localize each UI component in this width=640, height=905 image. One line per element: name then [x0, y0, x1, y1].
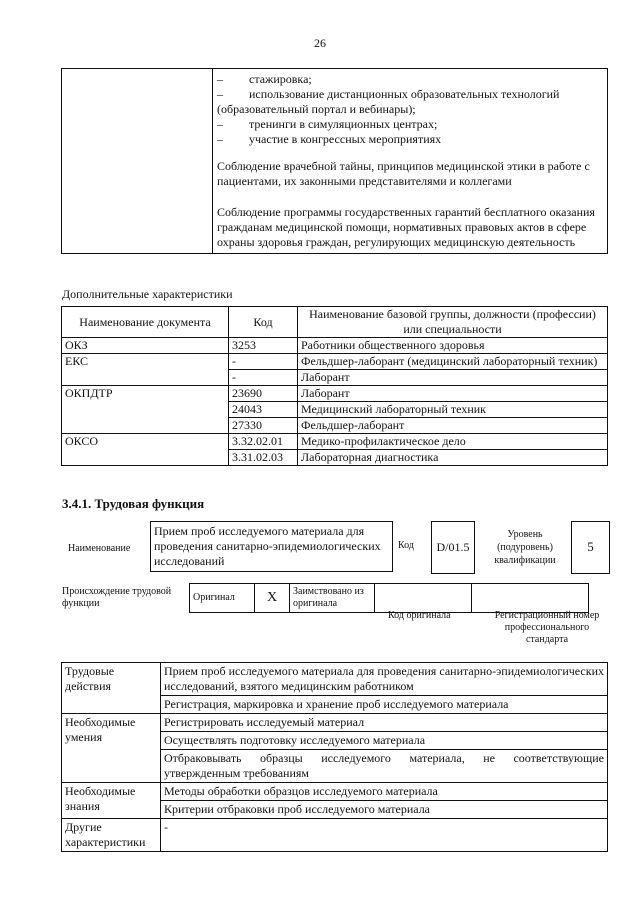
- name-cell: Лаборант: [298, 386, 608, 402]
- table-row: [62, 338, 608, 354]
- knowledge-cell: Методы обработки образцов исследуемого материала: [161, 783, 608, 801]
- list-item-continuation: (образовательный портал и вебинары);: [217, 102, 416, 116]
- page-number: 26: [314, 36, 326, 50]
- section-title: Дополнительные характеристики: [62, 287, 233, 301]
- name-cell: Фельдшер-лаборант (медицинский лабораторный техник): [298, 354, 608, 370]
- name-cell: Медицинский лабораторный техник: [298, 402, 608, 418]
- list-item-text: тренинги в симуляционных центрах;: [249, 117, 438, 131]
- continuation-table: [61, 68, 608, 254]
- actions-label: Трудовые действия: [62, 663, 161, 714]
- list-item: [217, 132, 603, 147]
- dash-mark: –: [217, 132, 223, 146]
- paragraph: Соблюдение программы государственных гарантий бесплатного оказания гражданам медицинской помощи, нормативных правовых актов в сфере охраны здоровья граждан, регулирующих медицинскую деятельность: [217, 205, 595, 249]
- action-cell: Прием проб исследуемого материала для проведения санитарно-эпидемиологических исследований, взятого медицинским работником: [161, 663, 608, 696]
- list-item: [217, 72, 603, 87]
- original-mark: X: [255, 584, 290, 613]
- other-label: Другие характеристики: [62, 819, 161, 852]
- list-item-text: использование дистанционных образовательных технологий: [249, 87, 560, 101]
- paragraph: Соблюдение врачебной тайны, принципов медицинской этики в работе с пациентами, их законными представителями и коллегами: [217, 159, 590, 188]
- code-cell: -: [229, 370, 298, 386]
- reg-number-cell: [472, 584, 589, 613]
- code-cell: 3.32.02.01: [229, 434, 298, 450]
- borrowed-label: Заимствовано из оригинала: [290, 584, 375, 613]
- table-row: [62, 386, 608, 402]
- code-cell: 27330: [229, 418, 298, 434]
- code-cell: -: [229, 354, 298, 370]
- knowledge-cell: Критерии отбраковки проб исследуемого материала: [161, 801, 608, 819]
- name-cell: Лаборант: [298, 370, 608, 386]
- action-cell: Регистрация, маркировка и хранение проб исследуемого материала: [161, 696, 608, 714]
- code-label: Код: [398, 540, 414, 551]
- doc-cell: ОКСО: [62, 434, 229, 466]
- function-code-box: D/01.5: [431, 521, 475, 574]
- code-cell: 24043: [229, 402, 298, 418]
- header-cell: Код: [229, 307, 298, 338]
- name-cell: Лабораторная диагностика: [298, 450, 608, 466]
- skill-cell: Регистрировать исследуемый материал: [161, 714, 608, 732]
- requirements-cell: [213, 69, 608, 254]
- table-row: [62, 434, 608, 450]
- table-header-row: [62, 307, 608, 338]
- level-box: 5: [571, 521, 610, 574]
- table-row: [62, 714, 608, 732]
- origin-label: Происхождение трудовой функции: [62, 586, 172, 609]
- list-item: [217, 117, 603, 132]
- reg-number-caption: Регистрационный номер профессионального стандарта: [494, 610, 600, 645]
- code-original-caption: Код оригинала: [388, 610, 451, 621]
- additional-characteristics-table: [61, 306, 608, 466]
- skills-label: Необходимые умения: [62, 714, 161, 783]
- other-cell: -: [161, 819, 608, 852]
- table-row: [62, 819, 608, 852]
- level-label: Уровень (подуровень) квалификации: [494, 529, 556, 566]
- function-heading: 3.4.1. Трудовая функция: [62, 496, 205, 511]
- code-original-cell: [375, 584, 472, 613]
- function-name-box: Прием проб исследуемого материала для проведения санитарно-эпидемиологических исследований: [150, 521, 393, 572]
- labour-actions-table: [61, 662, 608, 852]
- dash-mark: –: [217, 72, 223, 86]
- skill-cell: Отбраковывать образцы исследуемого материала, не соответствующие утвержденным требованиям: [161, 750, 608, 783]
- code-cell: 3.31.02.03: [229, 450, 298, 466]
- name-cell: Фельдшер-лаборант: [298, 418, 608, 434]
- list-item-text: участие в конгрессных мероприятиях: [249, 132, 442, 146]
- empty-cell: [62, 69, 213, 254]
- header-cell: Наименование документа: [62, 307, 229, 338]
- name-label: Наименование: [68, 543, 131, 554]
- skill-cell: Осуществлять подготовку исследуемого материала: [161, 732, 608, 750]
- list-item-text: стажировка;: [249, 72, 312, 86]
- table-row: [62, 354, 608, 370]
- list-item: [217, 87, 603, 102]
- dash-mark: –: [217, 87, 223, 101]
- name-cell: Медико-профилактическое дело: [298, 434, 608, 450]
- code-cell: 3253: [229, 338, 298, 354]
- doc-cell: ОКПДТР: [62, 386, 229, 434]
- table-row: [62, 783, 608, 801]
- dash-mark: –: [217, 117, 223, 131]
- knowledge-label: Необходимые знания: [62, 783, 161, 819]
- table-row: [62, 663, 608, 696]
- origin-table: [189, 583, 589, 613]
- doc-cell: ЕКС: [62, 354, 229, 386]
- header-cell: Наименование базовой группы, должности (профессии) или специальности: [298, 307, 608, 338]
- doc-cell: ОКЗ: [62, 338, 229, 354]
- code-cell: 23690: [229, 386, 298, 402]
- original-label: Оригинал: [190, 584, 255, 613]
- name-cell: Работники общественного здоровья: [298, 338, 608, 354]
